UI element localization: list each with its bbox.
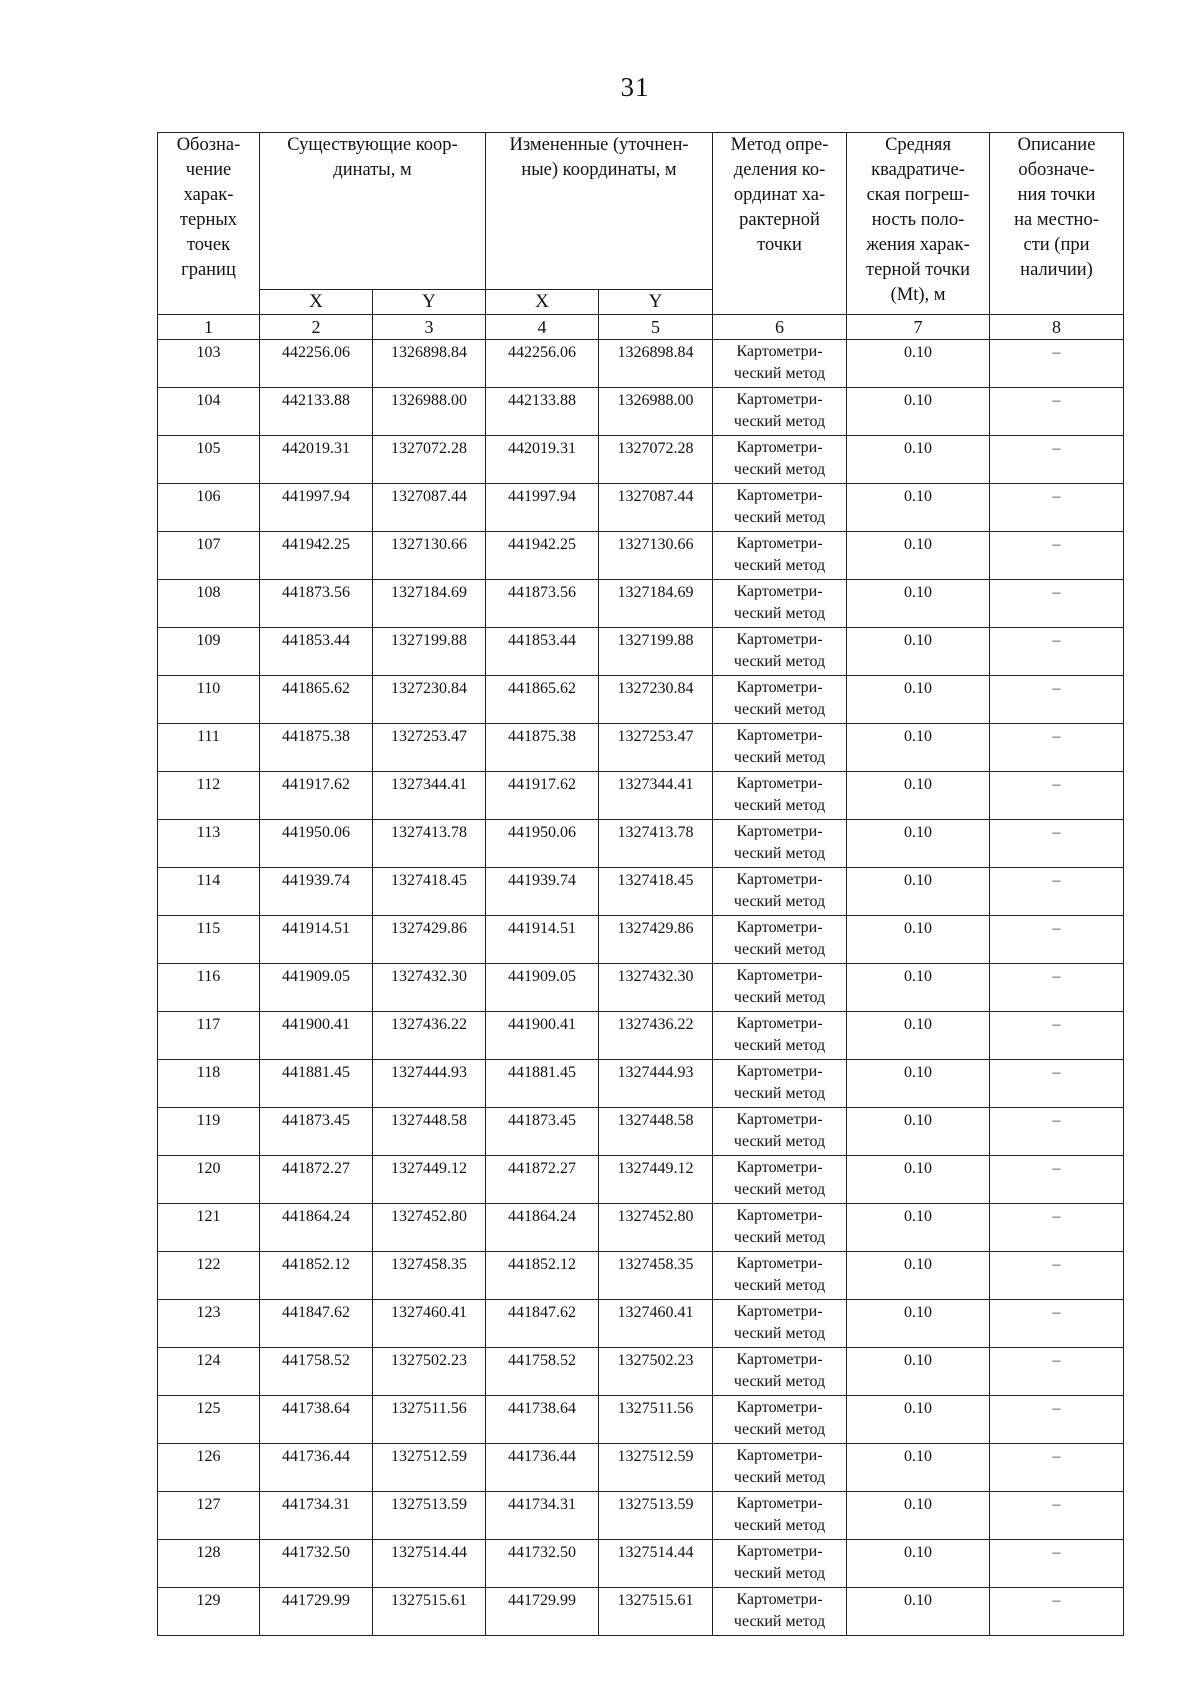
- table-row: [158, 580, 1124, 628]
- table-row: [158, 1012, 1124, 1060]
- cell-point-id: 127: [158, 1492, 260, 1540]
- cell-method: Картометри- ческий метод: [713, 484, 847, 532]
- cell-changed-x: 441997.94: [486, 484, 599, 532]
- cell-description: –: [990, 1108, 1124, 1156]
- cell-method: Картометри- ческий метод: [713, 1396, 847, 1444]
- table-row: [158, 772, 1124, 820]
- cell-mean-error: 0.10: [847, 1012, 990, 1060]
- cell-mean-error: 0.10: [847, 868, 990, 916]
- column-number: 7: [847, 315, 990, 340]
- table-row: [158, 1444, 1124, 1492]
- cell-description: –: [990, 676, 1124, 724]
- cell-existing-y: 1327072.28: [373, 436, 486, 484]
- cell-mean-error: 0.10: [847, 580, 990, 628]
- cell-existing-y: 1327199.88: [373, 628, 486, 676]
- cell-changed-y: 1327344.41: [599, 772, 713, 820]
- cell-changed-y: 1326898.84: [599, 340, 713, 388]
- cell-method: Картометри- ческий метод: [713, 1588, 847, 1636]
- header-method: Метод опре- деления ко- ординат ха- рактерной точки: [713, 133, 847, 315]
- cell-point-id: 123: [158, 1300, 260, 1348]
- cell-changed-y: 1327449.12: [599, 1156, 713, 1204]
- cell-existing-y: 1327449.12: [373, 1156, 486, 1204]
- cell-changed-x: 441873.45: [486, 1108, 599, 1156]
- cell-existing-y: 1327436.22: [373, 1012, 486, 1060]
- cell-description: –: [990, 1444, 1124, 1492]
- cell-existing-x: 441997.94: [260, 484, 373, 532]
- table-row: [158, 1156, 1124, 1204]
- table-row: [158, 1204, 1124, 1252]
- cell-point-id: 120: [158, 1156, 260, 1204]
- cell-description: –: [990, 724, 1124, 772]
- cell-changed-x: 441738.64: [486, 1396, 599, 1444]
- cell-point-id: 113: [158, 820, 260, 868]
- table-row: [158, 724, 1124, 772]
- cell-mean-error: 0.10: [847, 1444, 990, 1492]
- cell-changed-x: 441758.52: [486, 1348, 599, 1396]
- cell-existing-y: 1326898.84: [373, 340, 486, 388]
- cell-existing-y: 1327184.69: [373, 580, 486, 628]
- cell-description: –: [990, 532, 1124, 580]
- cell-point-id: 121: [158, 1204, 260, 1252]
- table-row: [158, 436, 1124, 484]
- table-row: [158, 964, 1124, 1012]
- cell-changed-x: 441729.99: [486, 1588, 599, 1636]
- cell-changed-y: 1327514.44: [599, 1540, 713, 1588]
- cell-point-id: 103: [158, 340, 260, 388]
- cell-description: –: [990, 1492, 1124, 1540]
- cell-changed-x: 441734.31: [486, 1492, 599, 1540]
- header-changed-y: Y: [599, 290, 713, 315]
- cell-method: Картометри- ческий метод: [713, 388, 847, 436]
- cell-existing-x: 441758.52: [260, 1348, 373, 1396]
- cell-method: Картометри- ческий метод: [713, 436, 847, 484]
- cell-description: –: [990, 1156, 1124, 1204]
- cell-changed-x: 441900.41: [486, 1012, 599, 1060]
- cell-description: –: [990, 1012, 1124, 1060]
- cell-point-id: 110: [158, 676, 260, 724]
- table-row: [158, 532, 1124, 580]
- column-number: 4: [486, 315, 599, 340]
- cell-existing-y: 1327344.41: [373, 772, 486, 820]
- cell-existing-y: 1327460.41: [373, 1300, 486, 1348]
- cell-changed-y: 1327512.59: [599, 1444, 713, 1492]
- cell-existing-x: 441847.62: [260, 1300, 373, 1348]
- cell-changed-y: 1327444.93: [599, 1060, 713, 1108]
- table-row: [158, 1252, 1124, 1300]
- cell-changed-y: 1327253.47: [599, 724, 713, 772]
- cell-point-id: 114: [158, 868, 260, 916]
- table-row: [158, 1348, 1124, 1396]
- cell-point-id: 106: [158, 484, 260, 532]
- table-row: [158, 916, 1124, 964]
- cell-changed-y: 1327199.88: [599, 628, 713, 676]
- header-mean-error: Средняя квадратиче- ская погреш- ность поло- жения харак- терной точки (Mt), м: [847, 133, 990, 315]
- cell-existing-y: 1326988.00: [373, 388, 486, 436]
- cell-method: Картометри- ческий метод: [713, 1300, 847, 1348]
- cell-mean-error: 0.10: [847, 916, 990, 964]
- header-description: Описание обозначе- ния точки на местно- сти (при наличии): [990, 133, 1124, 315]
- cell-mean-error: 0.10: [847, 772, 990, 820]
- cell-point-id: 128: [158, 1540, 260, 1588]
- table-row: [158, 628, 1124, 676]
- cell-existing-x: 441732.50: [260, 1540, 373, 1588]
- cell-mean-error: 0.10: [847, 1252, 990, 1300]
- cell-existing-y: 1327130.66: [373, 532, 486, 580]
- cell-method: Картометри- ческий метод: [713, 772, 847, 820]
- cell-existing-x: 441736.44: [260, 1444, 373, 1492]
- cell-existing-x: 441881.45: [260, 1060, 373, 1108]
- cell-mean-error: 0.10: [847, 436, 990, 484]
- cell-description: –: [990, 1204, 1124, 1252]
- cell-existing-x: 441865.62: [260, 676, 373, 724]
- cell-changed-y: 1327436.22: [599, 1012, 713, 1060]
- cell-changed-x: 441881.45: [486, 1060, 599, 1108]
- cell-point-id: 124: [158, 1348, 260, 1396]
- cell-mean-error: 0.10: [847, 1108, 990, 1156]
- cell-mean-error: 0.10: [847, 676, 990, 724]
- cell-description: –: [990, 1396, 1124, 1444]
- cell-mean-error: 0.10: [847, 724, 990, 772]
- cell-mean-error: 0.10: [847, 388, 990, 436]
- cell-mean-error: 0.10: [847, 1492, 990, 1540]
- cell-description: –: [990, 1540, 1124, 1588]
- cell-existing-y: 1327512.59: [373, 1444, 486, 1492]
- header-changed-x: X: [486, 290, 599, 315]
- table-row: [158, 1588, 1124, 1636]
- cell-mean-error: 0.10: [847, 1204, 990, 1252]
- cell-changed-x: 441736.44: [486, 1444, 599, 1492]
- table-row: [158, 1300, 1124, 1348]
- cell-method: Картометри- ческий метод: [713, 820, 847, 868]
- header-existing-x: X: [260, 290, 373, 315]
- cell-existing-x: 441909.05: [260, 964, 373, 1012]
- cell-changed-y: 1327432.30: [599, 964, 713, 1012]
- cell-changed-x: 441864.24: [486, 1204, 599, 1252]
- cell-existing-y: 1327515.61: [373, 1588, 486, 1636]
- cell-changed-y: 1327515.61: [599, 1588, 713, 1636]
- cell-method: Картометри- ческий метод: [713, 1348, 847, 1396]
- cell-point-id: 112: [158, 772, 260, 820]
- cell-mean-error: 0.10: [847, 340, 990, 388]
- cell-method: Картометри- ческий метод: [713, 1060, 847, 1108]
- cell-changed-y: 1327452.80: [599, 1204, 713, 1252]
- cell-point-id: 104: [158, 388, 260, 436]
- header-existing-y: Y: [373, 290, 486, 315]
- cell-mean-error: 0.10: [847, 1300, 990, 1348]
- cell-existing-x: 441917.62: [260, 772, 373, 820]
- cell-existing-x: 441729.99: [260, 1588, 373, 1636]
- cell-mean-error: 0.10: [847, 1060, 990, 1108]
- cell-changed-x: 441909.05: [486, 964, 599, 1012]
- cell-existing-x: 441939.74: [260, 868, 373, 916]
- cell-method: Картометри- ческий метод: [713, 964, 847, 1012]
- table-body: [158, 340, 1124, 1636]
- cell-changed-y: 1327072.28: [599, 436, 713, 484]
- cell-description: –: [990, 964, 1124, 1012]
- cell-existing-y: 1327432.30: [373, 964, 486, 1012]
- cell-existing-x: 441872.27: [260, 1156, 373, 1204]
- cell-existing-x: 442133.88: [260, 388, 373, 436]
- cell-existing-y: 1327511.56: [373, 1396, 486, 1444]
- cell-description: –: [990, 628, 1124, 676]
- cell-description: –: [990, 1060, 1124, 1108]
- cell-description: –: [990, 772, 1124, 820]
- table-row: [158, 868, 1124, 916]
- cell-point-id: 119: [158, 1108, 260, 1156]
- cell-description: –: [990, 436, 1124, 484]
- cell-changed-y: 1327460.41: [599, 1300, 713, 1348]
- cell-existing-x: 442256.06: [260, 340, 373, 388]
- cell-changed-y: 1327230.84: [599, 676, 713, 724]
- cell-method: Картометри- ческий метод: [713, 1012, 847, 1060]
- table-row: [158, 340, 1124, 388]
- cell-changed-x: 442019.31: [486, 436, 599, 484]
- cell-existing-y: 1327253.47: [373, 724, 486, 772]
- cell-changed-x: 441914.51: [486, 916, 599, 964]
- cell-changed-x: 441872.27: [486, 1156, 599, 1204]
- cell-mean-error: 0.10: [847, 964, 990, 1012]
- cell-point-id: 108: [158, 580, 260, 628]
- cell-description: –: [990, 916, 1124, 964]
- table-row: [158, 388, 1124, 436]
- cell-existing-x: 441900.41: [260, 1012, 373, 1060]
- cell-existing-x: 441734.31: [260, 1492, 373, 1540]
- column-number: 1: [158, 315, 260, 340]
- cell-changed-x: 441852.12: [486, 1252, 599, 1300]
- cell-changed-x: 442256.06: [486, 340, 599, 388]
- cell-existing-y: 1327452.80: [373, 1204, 486, 1252]
- cell-mean-error: 0.10: [847, 820, 990, 868]
- cell-changed-y: 1327087.44: [599, 484, 713, 532]
- cell-point-id: 118: [158, 1060, 260, 1108]
- cell-method: Картометри- ческий метод: [713, 1540, 847, 1588]
- column-number: 5: [599, 315, 713, 340]
- cell-description: –: [990, 868, 1124, 916]
- cell-method: Картометри- ческий метод: [713, 580, 847, 628]
- cell-existing-y: 1327514.44: [373, 1540, 486, 1588]
- cell-existing-x: 441873.45: [260, 1108, 373, 1156]
- cell-changed-y: 1327448.58: [599, 1108, 713, 1156]
- table-row: [158, 1492, 1124, 1540]
- cell-existing-x: 441875.38: [260, 724, 373, 772]
- page-number: 31: [620, 72, 650, 102]
- cell-existing-x: 441914.51: [260, 916, 373, 964]
- cell-changed-x: 442133.88: [486, 388, 599, 436]
- cell-method: Картометри- ческий метод: [713, 676, 847, 724]
- table-row: [158, 1108, 1124, 1156]
- cell-mean-error: 0.10: [847, 1348, 990, 1396]
- cell-mean-error: 0.10: [847, 1540, 990, 1588]
- cell-mean-error: 0.10: [847, 628, 990, 676]
- cell-point-id: 122: [158, 1252, 260, 1300]
- header-point-designation: Обозна- чение харак- терных точек границ: [158, 133, 260, 315]
- cell-method: Картометри- ческий метод: [713, 1204, 847, 1252]
- cell-existing-y: 1327458.35: [373, 1252, 486, 1300]
- cell-method: Картометри- ческий метод: [713, 1156, 847, 1204]
- cell-changed-x: 441942.25: [486, 532, 599, 580]
- cell-description: –: [990, 580, 1124, 628]
- cell-point-id: 107: [158, 532, 260, 580]
- cell-mean-error: 0.10: [847, 532, 990, 580]
- cell-mean-error: 0.10: [847, 1156, 990, 1204]
- header-existing-coordinates: Существующие коор- динаты, м: [260, 133, 486, 290]
- cell-existing-y: 1327502.23: [373, 1348, 486, 1396]
- cell-changed-x: 441865.62: [486, 676, 599, 724]
- column-number: 6: [713, 315, 847, 340]
- cell-existing-y: 1327413.78: [373, 820, 486, 868]
- cell-method: Картометри- ческий метод: [713, 724, 847, 772]
- cell-method: Картометри- ческий метод: [713, 1492, 847, 1540]
- cell-existing-y: 1327230.84: [373, 676, 486, 724]
- cell-changed-y: 1327418.45: [599, 868, 713, 916]
- cell-changed-x: 441917.62: [486, 772, 599, 820]
- cell-changed-x: 441732.50: [486, 1540, 599, 1588]
- cell-changed-y: 1327513.59: [599, 1492, 713, 1540]
- cell-changed-y: 1327429.86: [599, 916, 713, 964]
- table-row: [158, 820, 1124, 868]
- column-number: 3: [373, 315, 486, 340]
- cell-mean-error: 0.10: [847, 484, 990, 532]
- header-changed-coordinates: Измененные (уточнен- ные) координаты, м: [486, 133, 713, 290]
- cell-existing-x: 441853.44: [260, 628, 373, 676]
- cell-method: Картометри- ческий метод: [713, 532, 847, 580]
- cell-existing-x: 441852.12: [260, 1252, 373, 1300]
- cell-description: –: [990, 820, 1124, 868]
- cell-changed-x: 441939.74: [486, 868, 599, 916]
- cell-description: –: [990, 1588, 1124, 1636]
- table-row: [158, 484, 1124, 532]
- cell-point-id: 117: [158, 1012, 260, 1060]
- cell-changed-y: 1327130.66: [599, 532, 713, 580]
- cell-description: –: [990, 1252, 1124, 1300]
- cell-description: –: [990, 1300, 1124, 1348]
- cell-method: Картометри- ческий метод: [713, 628, 847, 676]
- coordinates-table: [157, 132, 1124, 1636]
- cell-existing-x: 441942.25: [260, 532, 373, 580]
- cell-existing-x: 441950.06: [260, 820, 373, 868]
- cell-changed-y: 1326988.00: [599, 388, 713, 436]
- cell-changed-x: 441950.06: [486, 820, 599, 868]
- table-row: [158, 1396, 1124, 1444]
- cell-point-id: 129: [158, 1588, 260, 1636]
- column-number: 8: [990, 315, 1124, 340]
- table-row: [158, 676, 1124, 724]
- column-number: 2: [260, 315, 373, 340]
- cell-changed-y: 1327184.69: [599, 580, 713, 628]
- cell-existing-y: 1327087.44: [373, 484, 486, 532]
- table-row: [158, 1060, 1124, 1108]
- cell-method: Картометри- ческий метод: [713, 916, 847, 964]
- cell-method: Картометри- ческий метод: [713, 1108, 847, 1156]
- cell-existing-y: 1327418.45: [373, 868, 486, 916]
- cell-changed-y: 1327511.56: [599, 1396, 713, 1444]
- cell-changed-x: 441873.56: [486, 580, 599, 628]
- cell-changed-y: 1327458.35: [599, 1252, 713, 1300]
- cell-mean-error: 0.10: [847, 1588, 990, 1636]
- cell-point-id: 116: [158, 964, 260, 1012]
- cell-method: Картометри- ческий метод: [713, 1252, 847, 1300]
- cell-existing-x: 441864.24: [260, 1204, 373, 1252]
- cell-description: –: [990, 1348, 1124, 1396]
- cell-point-id: 126: [158, 1444, 260, 1492]
- cell-point-id: 125: [158, 1396, 260, 1444]
- cell-point-id: 111: [158, 724, 260, 772]
- cell-existing-y: 1327444.93: [373, 1060, 486, 1108]
- cell-description: –: [990, 388, 1124, 436]
- cell-changed-x: 441847.62: [486, 1300, 599, 1348]
- cell-method: Картометри- ческий метод: [713, 340, 847, 388]
- cell-changed-x: 441875.38: [486, 724, 599, 772]
- cell-description: –: [990, 340, 1124, 388]
- cell-point-id: 105: [158, 436, 260, 484]
- table-row: [158, 1540, 1124, 1588]
- cell-method: Картометри- ческий метод: [713, 1444, 847, 1492]
- cell-changed-y: 1327502.23: [599, 1348, 713, 1396]
- cell-existing-y: 1327448.58: [373, 1108, 486, 1156]
- cell-description: –: [990, 484, 1124, 532]
- cell-existing-x: 441738.64: [260, 1396, 373, 1444]
- cell-point-id: 109: [158, 628, 260, 676]
- cell-mean-error: 0.10: [847, 1396, 990, 1444]
- cell-method: Картометри- ческий метод: [713, 868, 847, 916]
- cell-changed-x: 441853.44: [486, 628, 599, 676]
- cell-existing-x: 441873.56: [260, 580, 373, 628]
- cell-existing-y: 1327513.59: [373, 1492, 486, 1540]
- cell-existing-y: 1327429.86: [373, 916, 486, 964]
- cell-existing-x: 442019.31: [260, 436, 373, 484]
- cell-changed-y: 1327413.78: [599, 820, 713, 868]
- cell-point-id: 115: [158, 916, 260, 964]
